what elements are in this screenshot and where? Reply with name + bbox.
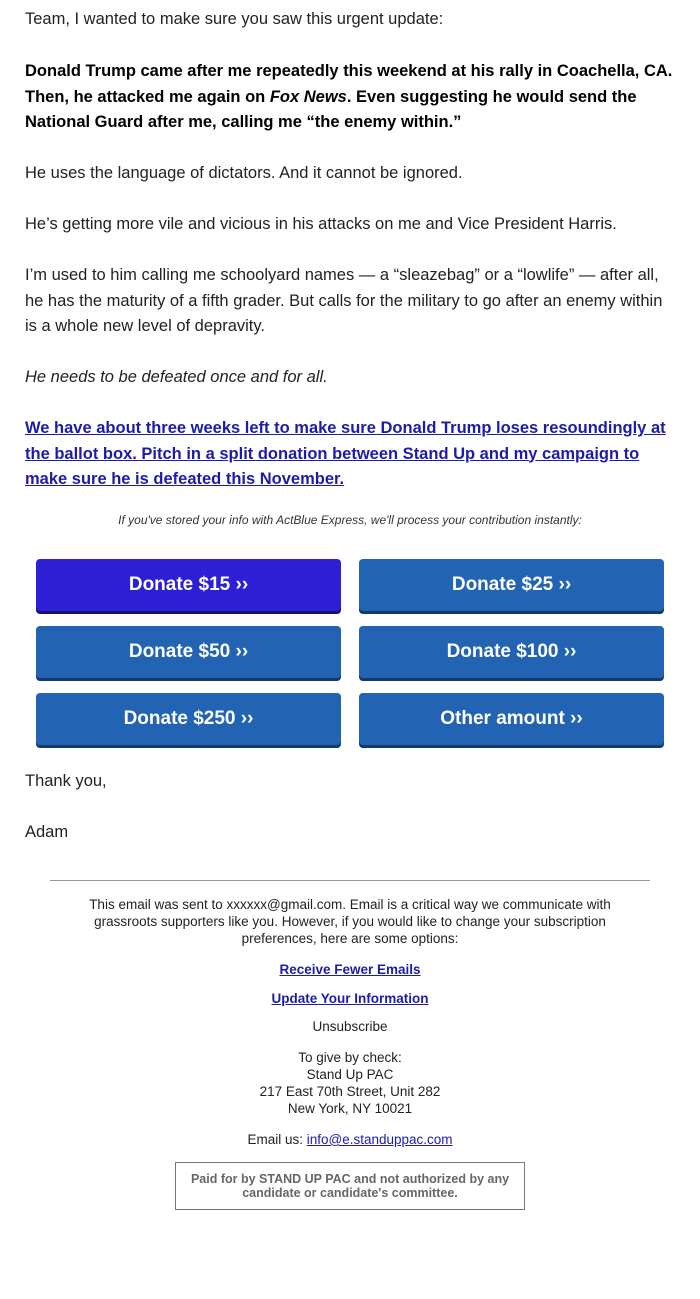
bold-paragraph xyxy=(25,59,675,136)
address-line-1: 217 East 70th Street, Unit 282 xyxy=(259,1084,441,1099)
donate-250-button[interactable]: Donate $250 ›› xyxy=(36,693,341,745)
actblue-express-note: If you've stored your info with ActBlue Express, we'll process your contribution instantly: xyxy=(118,513,582,527)
other-amount-button[interactable]: Other amount ›› xyxy=(359,693,664,745)
donate-15-button[interactable]: Donate $15 ›› xyxy=(36,559,341,611)
closing-text: Thank you, xyxy=(25,772,107,790)
paragraph-attacks: He’s getting more vile and vicious in his attacks on me and Vice President Harris. xyxy=(25,215,617,233)
paragraph-dictators: He uses the language of dictators. And it cannot be ignored. xyxy=(25,164,463,182)
email-address-link[interactable]: info@e.standuppac.com xyxy=(306,1132,453,1147)
cta-link[interactable]: We have about three weeks left to make sure Donald Trump loses resoundingly at the ballot box. Pitch in a split donation between Stand Up and my campaign to make sure he is defeated this November. xyxy=(25,419,666,488)
paragraph-defeated: He needs to be defeated once and for all. xyxy=(25,368,328,386)
donate-100-button[interactable]: Donate $100 ›› xyxy=(359,626,664,678)
address-line-2: New York, NY 10021 xyxy=(287,1101,413,1116)
update-info-link[interactable]: Update Your Information xyxy=(271,991,429,1006)
cta-paragraph xyxy=(25,416,675,493)
org-name: Stand Up PAC xyxy=(306,1067,394,1082)
email-us-label: Email us: xyxy=(247,1132,307,1147)
update-info xyxy=(75,990,625,1007)
receive-fewer-emails xyxy=(75,961,625,978)
check-address xyxy=(75,1049,625,1117)
footer-divider xyxy=(50,880,650,881)
donate-50-button[interactable]: Donate $50 ›› xyxy=(36,626,341,678)
paragraph-names: I’m used to him calling me schoolyard names — a “sleazebag” or a “lowlife” — after all, he has the maturity of a fifth grader. But calls for the military to go after an enemy within is a whole new level of depravity. xyxy=(25,266,663,335)
donate-25-button[interactable]: Donate $25 ›› xyxy=(359,559,664,611)
footer-sent-to: This email was sent to xxxxxx@gmail.com. Email is a critical way we communicate with grassroots supporters like you. However, if you would like to change your subscription preferences, here are some options: xyxy=(89,897,611,946)
greeting-text: Team, I wanted to make sure you saw this urgent update: xyxy=(25,10,444,28)
unsubscribe-link[interactable]: Unsubscribe xyxy=(312,1019,388,1034)
paid-for-disclaimer: Paid for by STAND UP PAC and not authorized by any candidate or candidate's committee. xyxy=(175,1162,525,1210)
email-us xyxy=(75,1131,625,1148)
check-label: To give by check: xyxy=(298,1050,402,1065)
bold-paragraph-part2: . Even suggesting he would send the National Guard after me, calling me “the enemy within.” xyxy=(25,87,637,131)
bold-paragraph-part1: Donald Trump came after me repeatedly this weekend at his rally in Coachella, CA. Then, he attacked me again on xyxy=(25,62,673,106)
receive-fewer-emails-link[interactable]: Receive Fewer Emails xyxy=(279,962,421,977)
signature: Adam xyxy=(25,823,69,841)
fox-news-text: Fox News xyxy=(269,87,347,106)
